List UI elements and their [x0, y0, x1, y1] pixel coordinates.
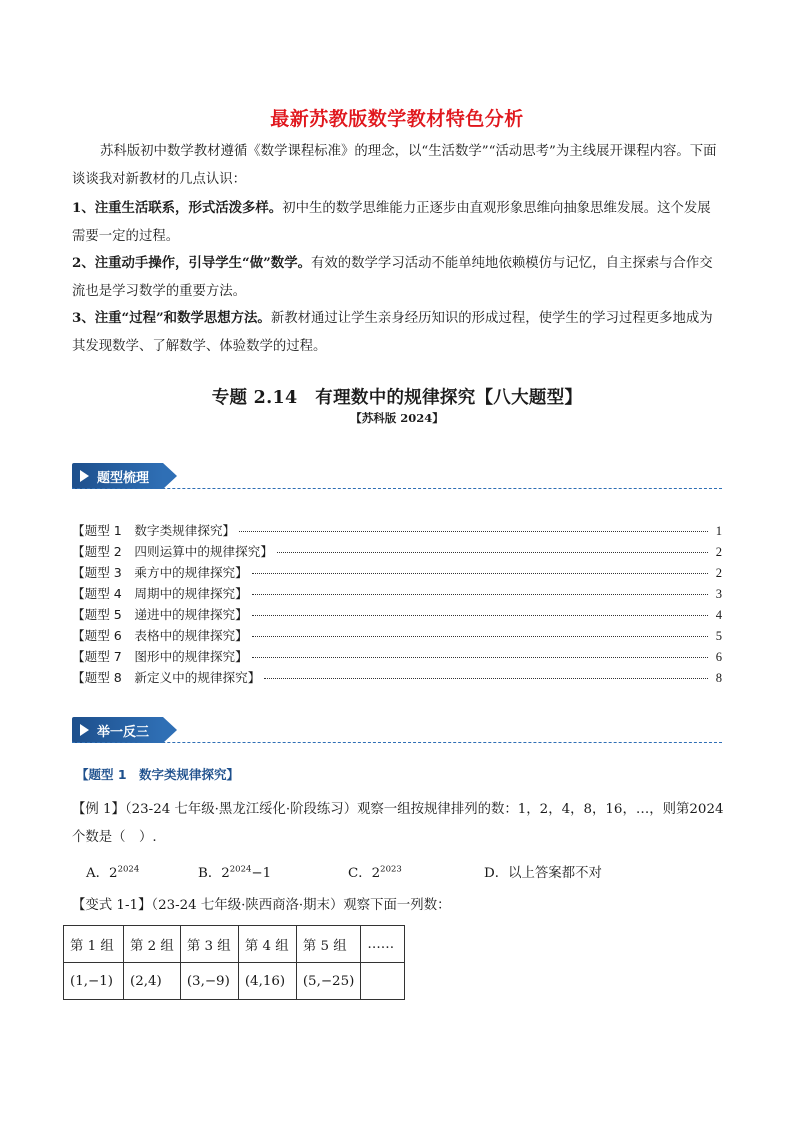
toc-entry-label: 【题型 8 新定义中的规律探究】	[72, 670, 261, 685]
toc-entry[interactable]	[72, 541, 722, 562]
toc-entry-page: 4	[715, 608, 722, 622]
banner-tail-shape	[163, 717, 177, 743]
toc-entry-page: 3	[715, 587, 722, 601]
toc-leader-dots	[252, 615, 708, 616]
table-header-cell: 第 4 组	[238, 926, 296, 963]
play-arrow-icon	[80, 470, 89, 482]
toc-entry-label: 【题型 1 数字类规律探究】	[72, 523, 236, 538]
red-title: 最新苏教版数学教材特色分析	[270, 108, 524, 130]
table-cell: (1,−1)	[64, 963, 124, 1000]
intro-paragraph: 苏科版初中数学教材遵循《数学课程标准》的理念，以“生活数学”“活动思考”为主线展开课程内容。下面谈谈我对新教材的几点认识：	[72, 144, 717, 187]
toc-leader-dots	[252, 657, 708, 658]
toc-leader-dots	[239, 531, 708, 532]
table-header-cell: 第 5 组	[296, 926, 360, 963]
outline-banner-tab	[72, 463, 163, 489]
toc-entry-page: 8	[715, 671, 722, 685]
example-1-text: 【例 1】（23-24 七年级·黑龙江绥化·阶段练习）观察一组按规律排列的数：1，2，4，8，16，…，则第2024个数是（ ）.	[72, 802, 724, 845]
table-cell: (3,−9)	[180, 963, 238, 1000]
outline-banner-label: 题型梳理	[97, 470, 150, 486]
table-cell: (5,−25)	[296, 963, 360, 1000]
table-row	[64, 963, 405, 1000]
table-cell: (4,16)	[238, 963, 296, 1000]
point-3	[72, 304, 724, 361]
play-arrow-icon	[80, 724, 89, 736]
toc-entry-label: 【题型 5 递进中的规律探究】	[72, 607, 248, 622]
toc-entry[interactable]	[72, 646, 722, 667]
toc-entry-page: 2	[715, 566, 722, 580]
point-1-text: 初中生的数学思维能力正逐步由直观形象思维向抽象思维发展。这个发展需要一定的过程。	[72, 201, 711, 244]
table-of-contents	[72, 520, 722, 688]
table-header-cell: 第 1 组	[64, 926, 124, 963]
option-c[interactable]: C．$2^{2023}$	[348, 864, 402, 881]
point-1-bold: 1、注重生活联系，形式活泼多样。	[72, 200, 283, 216]
outline-banner	[72, 463, 177, 489]
toc-entry-label: 【题型 6 表格中的规律探究】	[72, 628, 248, 643]
toc-entry-label: 【题型 3 乘方中的规律探究】	[72, 565, 248, 580]
option-a[interactable]: A．$2^{2024}$	[86, 864, 140, 881]
point-3-text: 新教材通过让学生亲身经历知识的形成过程，使学生的学习过程更多地成为其发现数学、了解数学、体验数学的过程。	[72, 311, 713, 354]
toc-leader-dots	[264, 678, 708, 679]
toc-entry-page: 5	[715, 629, 722, 643]
outline-divider	[72, 488, 722, 489]
option-d[interactable]: D．以上答案都不对	[484, 866, 602, 881]
practice-banner	[72, 717, 177, 743]
point-2	[72, 249, 724, 306]
table-header-cell: ……	[361, 926, 405, 963]
table-cell: (2,4)	[124, 963, 181, 1000]
table-header-cell: 第 2 组	[124, 926, 181, 963]
toc-entry[interactable]	[72, 583, 722, 604]
variant-1-1-text: 【变式 1-1】（23-24 七年级·陕西商洛·期末）观察下面一列数：	[72, 898, 451, 913]
toc-entry-page: 1	[715, 524, 722, 538]
toc-leader-dots	[252, 573, 708, 574]
point-1	[72, 194, 724, 251]
practice-banner-label: 举一反三	[97, 724, 150, 740]
table-header-cell: 第 3 组	[180, 926, 238, 963]
practice-banner-tab	[72, 717, 163, 743]
toc-entry[interactable]	[72, 667, 722, 688]
toc-entry-label: 【题型 4 周期中的规律探究】	[72, 586, 248, 601]
point-2-bold: 2、注重动手操作，引导学生“做”数学。	[72, 255, 311, 271]
toc-entry[interactable]	[72, 562, 722, 583]
point-2-text: 有效的数学学习活动不能单纯地依赖模仿与记忆，自主探索与合作交流也是学习数学的重要方法。	[72, 256, 713, 299]
option-b[interactable]: B．$2^{2024}-1$	[198, 864, 272, 881]
toc-leader-dots	[277, 552, 708, 553]
toc-leader-dots	[252, 594, 708, 595]
banner-tail-shape	[163, 463, 177, 489]
topic-title: 专题 2.14 有理数中的规律探究【八大题型】	[211, 388, 583, 408]
toc-leader-dots	[252, 636, 708, 637]
toc-entry-page: 6	[715, 650, 722, 664]
table-header-row	[64, 926, 405, 963]
point-3-bold: 3、注重“过程”和数学思想方法。	[72, 310, 271, 326]
section-heading-type-1: 【题型 1 数字类规律探究】	[76, 767, 240, 782]
toc-entry-label: 【题型 2 四则运算中的规律探究】	[72, 544, 273, 559]
practice-divider	[72, 742, 722, 743]
sequence-table	[63, 925, 405, 1000]
table-cell	[361, 963, 405, 1000]
toc-entry-page: 2	[715, 545, 722, 559]
edition-label: 【苏科版 2024】	[350, 411, 444, 425]
answer-options	[86, 862, 726, 881]
toc-entry-label: 【题型 7 图形中的规律探究】	[72, 649, 248, 664]
toc-entry[interactable]	[72, 604, 722, 625]
toc-entry[interactable]	[72, 520, 722, 541]
toc-entry[interactable]	[72, 625, 722, 646]
